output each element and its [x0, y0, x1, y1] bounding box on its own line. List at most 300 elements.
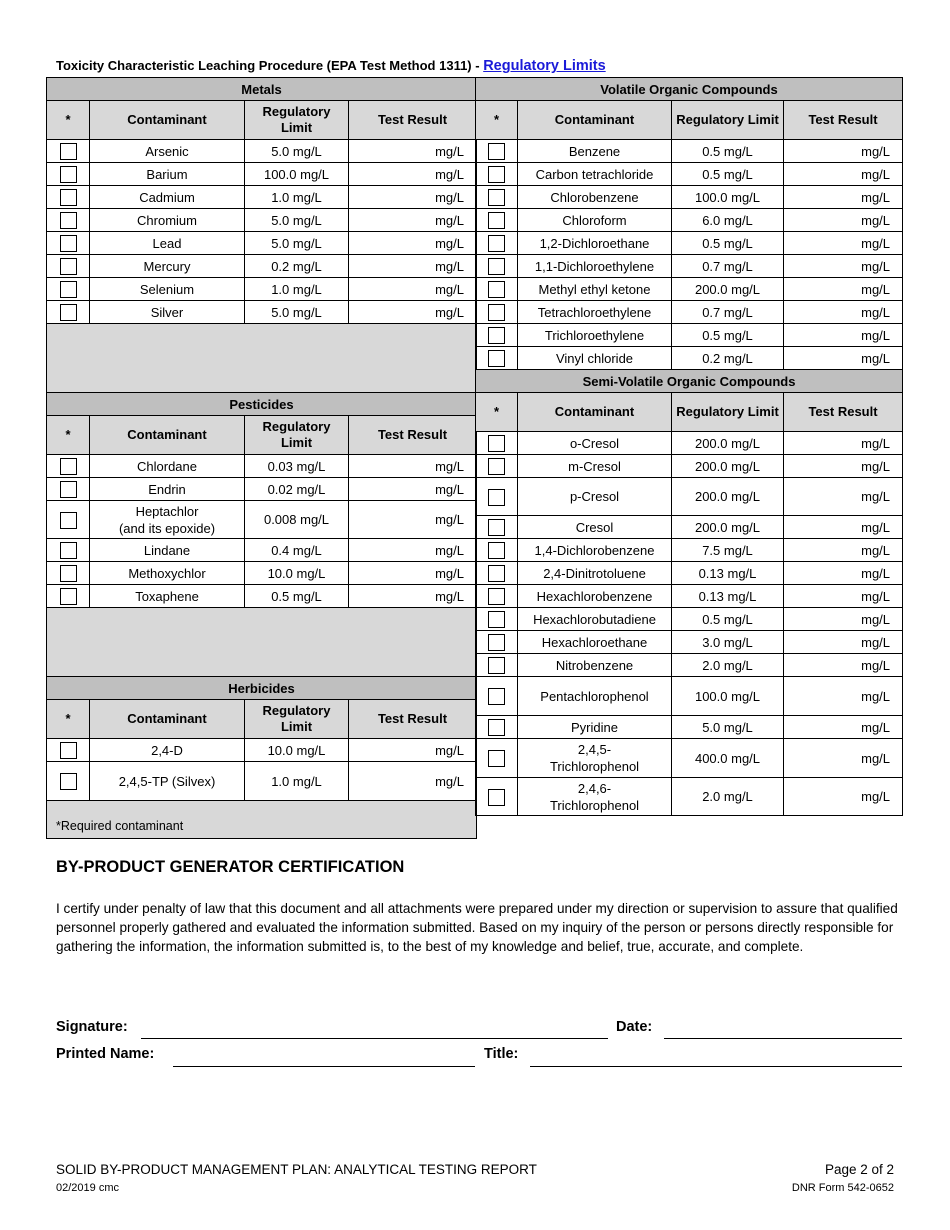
contaminant-row — [476, 585, 903, 608]
required-checkbox[interactable] — [488, 258, 505, 275]
test-result-input[interactable] — [349, 301, 413, 324]
contaminant-row — [476, 140, 903, 163]
test-result-input[interactable] — [784, 677, 844, 716]
test-result-unit: mg/L — [844, 516, 903, 539]
required-checkbox[interactable] — [488, 304, 505, 321]
required-checkbox-cell — [476, 232, 518, 255]
contaminant-name: Arsenic — [90, 140, 245, 163]
required-checkbox-cell — [476, 347, 518, 370]
contaminant-name: Methyl ethyl ketone — [518, 278, 672, 301]
test-result-unit: mg/L — [844, 677, 903, 716]
test-result-input[interactable] — [784, 478, 844, 516]
contaminant-name: Pentachlorophenol — [518, 677, 672, 716]
required-checkbox[interactable] — [488, 212, 505, 229]
test-result-unit: mg/L — [844, 654, 903, 677]
required-checkbox-cell — [47, 585, 90, 608]
regulatory-limit-value: 200.0 mg/L — [672, 455, 784, 478]
required-checkbox[interactable] — [60, 512, 77, 529]
contaminant-row — [476, 324, 903, 347]
regulatory-limit-value: 0.5 mg/L — [245, 585, 349, 608]
contaminant-row — [476, 278, 903, 301]
test-result-input[interactable] — [349, 232, 413, 255]
contaminant-name: Barium — [90, 163, 245, 186]
required-checkbox-cell — [476, 562, 518, 585]
signature-line[interactable] — [141, 1038, 608, 1039]
footer-page-number: Page 2 of 2 — [824, 1162, 894, 1177]
regulatory-limit-value: 0.2 mg/L — [245, 255, 349, 278]
regulatory-limit-value: 0.13 mg/L — [672, 585, 784, 608]
contaminant-row — [476, 608, 903, 631]
contaminant-name: Carbon tetrachloride — [518, 163, 672, 186]
contaminant-name: Cresol — [518, 516, 672, 539]
contaminant-row — [476, 347, 903, 370]
test-result-unit: mg/L — [844, 347, 903, 370]
required-column-header: * — [476, 101, 518, 140]
required-checkbox-cell — [476, 716, 518, 739]
contaminant-name: Hexachlorobutadiene — [518, 608, 672, 631]
regulatory-limit-value: 5.0 mg/L — [672, 716, 784, 739]
required-checkbox-cell — [476, 539, 518, 562]
required-checkbox[interactable] — [488, 519, 505, 536]
regulatory-limit-value: 6.0 mg/L — [672, 209, 784, 232]
test-result-unit: mg/L — [844, 163, 903, 186]
contaminant-row — [47, 585, 477, 608]
contaminant-name: Vinyl chloride — [518, 347, 672, 370]
required-checkbox-cell — [476, 739, 518, 778]
printed-name-line[interactable] — [173, 1066, 475, 1067]
contaminant-row — [476, 778, 903, 816]
required-checkbox[interactable] — [60, 143, 77, 160]
contaminant-name: m-Cresol — [518, 455, 672, 478]
test-result-input[interactable] — [784, 455, 844, 478]
test-result-input[interactable] — [784, 562, 844, 585]
test-result-unit: mg/L — [844, 278, 903, 301]
contaminant-row — [47, 501, 477, 539]
contaminant-name: 1,1-Dichloroethylene — [518, 255, 672, 278]
required-checkbox-cell — [47, 762, 90, 801]
test-result-unit: mg/L — [844, 232, 903, 255]
test-result-unit: mg/L — [844, 140, 903, 163]
required-checkbox[interactable] — [60, 481, 77, 498]
test-result-input[interactable] — [784, 516, 844, 539]
required-checkbox-cell — [47, 209, 90, 232]
regulatory-limit-value: 3.0 mg/L — [672, 631, 784, 654]
test-result-input[interactable] — [784, 539, 844, 562]
test-result-unit: mg/L — [844, 209, 903, 232]
required-checkbox-cell — [476, 455, 518, 478]
contaminant-name: 1,4-Dichlorobenzene — [518, 539, 672, 562]
required-checkbox-cell — [476, 301, 518, 324]
test-result-input[interactable] — [349, 562, 413, 585]
required-checkbox[interactable] — [488, 235, 505, 252]
test-result-unit: mg/L — [844, 585, 903, 608]
required-checkbox-cell — [476, 677, 518, 716]
contaminant-name: 2,4,6- Trichlorophenol — [518, 778, 672, 816]
contaminant-row — [47, 562, 477, 585]
contaminant-name: 1,2-Dichloroethane — [518, 232, 672, 255]
contaminant-name: Mercury — [90, 255, 245, 278]
regulatory-limit-value: 100.0 mg/L — [245, 163, 349, 186]
required-checkbox[interactable] — [488, 611, 505, 628]
required-checkbox[interactable] — [488, 789, 505, 806]
required-checkbox-cell — [476, 585, 518, 608]
test-result-input[interactable] — [349, 585, 413, 608]
regulatory-limit-value: 5.0 mg/L — [245, 301, 349, 324]
required-checkbox[interactable] — [488, 588, 505, 605]
required-checkbox[interactable] — [60, 742, 77, 759]
test-result-input[interactable] — [784, 324, 844, 347]
contaminant-row — [47, 301, 477, 324]
required-checkbox[interactable] — [488, 281, 505, 298]
footer-form-number: DNR Form 542-0652 — [791, 1182, 894, 1194]
required-checkbox[interactable] — [488, 143, 505, 160]
signature-label: Signature: — [56, 1019, 128, 1035]
required-checkbox[interactable] — [488, 565, 505, 582]
regulatory-limit-value: 7.5 mg/L — [672, 539, 784, 562]
required-contaminant-note: *Required contaminant — [56, 819, 184, 833]
contaminant-name: 2,4-Dinitrotoluene — [518, 562, 672, 585]
required-checkbox-cell — [476, 278, 518, 301]
test-result-input[interactable] — [784, 163, 844, 186]
page-heading — [56, 58, 606, 74]
required-checkbox-cell — [47, 140, 90, 163]
contaminant-row — [47, 478, 477, 501]
test-result-column-header: Test Result — [349, 101, 477, 140]
test-result-input[interactable] — [784, 186, 844, 209]
title-line[interactable] — [530, 1066, 902, 1067]
contaminant-row — [476, 516, 903, 539]
regulatory-limit-value: 100.0 mg/L — [672, 677, 784, 716]
required-checkbox[interactable] — [488, 750, 505, 767]
required-checkbox[interactable] — [488, 634, 505, 651]
required-checkbox[interactable] — [488, 327, 505, 344]
regulatory-limit-value: 200.0 mg/L — [672, 478, 784, 516]
regulatory-limit-value: 400.0 mg/L — [672, 739, 784, 778]
test-result-input[interactable] — [784, 232, 844, 255]
required-checkbox[interactable] — [60, 542, 77, 559]
required-checkbox-cell — [47, 301, 90, 324]
test-result-input[interactable] — [784, 140, 844, 163]
test-result-unit: mg/L — [413, 501, 477, 539]
required-checkbox[interactable] — [488, 657, 505, 674]
test-result-unit: mg/L — [413, 232, 477, 255]
title-label: Title: — [484, 1046, 519, 1062]
printed-name-label: Printed Name: — [56, 1046, 155, 1062]
test-result-column-header: Test Result — [784, 393, 903, 432]
regulatory-limit-value: 0.5 mg/L — [672, 608, 784, 631]
required-checkbox[interactable] — [488, 489, 505, 506]
contaminant-name: Lindane — [90, 539, 245, 562]
required-checkbox-cell — [47, 501, 90, 539]
contaminant-name: Trichloroethylene — [518, 324, 672, 347]
regulatory-limit-value: 2.0 mg/L — [672, 654, 784, 677]
required-checkbox-cell — [476, 163, 518, 186]
test-result-input[interactable] — [784, 347, 844, 370]
test-result-unit: mg/L — [413, 255, 477, 278]
contaminant-row — [47, 762, 477, 801]
pesticides-section-title: Pesticides — [47, 393, 477, 416]
svocs-section-title: Semi-Volatile Organic Compounds — [476, 370, 903, 393]
contaminant-name: Toxaphene — [90, 585, 245, 608]
contaminant-name: Benzene — [518, 140, 672, 163]
test-result-input[interactable] — [349, 739, 413, 762]
contaminant-name: Methoxychlor — [90, 562, 245, 585]
date-line[interactable] — [664, 1038, 902, 1039]
test-result-unit: mg/L — [413, 539, 477, 562]
metals-blank-filler — [47, 324, 477, 393]
required-checkbox[interactable] — [60, 258, 77, 275]
contaminant-row — [47, 232, 477, 255]
test-result-unit: mg/L — [844, 432, 903, 455]
regulatory-limit-value: 1.0 mg/L — [245, 762, 349, 801]
contaminant-row — [47, 209, 477, 232]
regulatory-limit-value: 0.13 mg/L — [672, 562, 784, 585]
required-checkbox-cell — [47, 186, 90, 209]
test-result-unit: mg/L — [413, 140, 477, 163]
test-result-input[interactable] — [784, 739, 844, 778]
regulatory-limits-link[interactable]: Regulatory Limits — [483, 58, 606, 74]
test-result-unit: mg/L — [413, 209, 477, 232]
test-result-unit: mg/L — [844, 778, 903, 816]
regulatory-limit-value: 10.0 mg/L — [245, 562, 349, 585]
test-result-input[interactable] — [784, 778, 844, 816]
required-checkbox[interactable] — [60, 588, 77, 605]
date-label: Date: — [616, 1019, 653, 1035]
contaminant-name: Cadmium — [90, 186, 245, 209]
test-result-input[interactable] — [349, 278, 413, 301]
required-checkbox[interactable] — [488, 542, 505, 559]
required-checkbox-cell — [47, 478, 90, 501]
regulatory-limit-value: 0.02 mg/L — [245, 478, 349, 501]
contaminant-name: p-Cresol — [518, 478, 672, 516]
required-checkbox-cell — [47, 739, 90, 762]
contaminant-name: Pyridine — [518, 716, 672, 739]
regulatory-limit-value: 0.5 mg/L — [672, 140, 784, 163]
test-result-input[interactable] — [784, 301, 844, 324]
test-result-unit: mg/L — [844, 739, 903, 778]
required-checkbox-cell — [476, 631, 518, 654]
required-checkbox-cell — [47, 455, 90, 478]
contaminant-row — [47, 140, 477, 163]
required-checkbox[interactable] — [60, 189, 77, 206]
test-result-input[interactable] — [784, 585, 844, 608]
required-checkbox[interactable] — [488, 350, 505, 367]
required-column-header: * — [47, 101, 90, 140]
required-checkbox-cell — [476, 516, 518, 539]
required-checkbox[interactable] — [60, 773, 77, 790]
required-checkbox[interactable] — [60, 565, 77, 582]
required-checkbox[interactable] — [60, 166, 77, 183]
contaminant-row — [476, 186, 903, 209]
test-result-unit: mg/L — [844, 455, 903, 478]
contaminant-row — [47, 163, 477, 186]
regulatory-limit-value: 100.0 mg/L — [672, 186, 784, 209]
test-result-unit: mg/L — [844, 255, 903, 278]
regulatory-limit-value: 5.0 mg/L — [245, 140, 349, 163]
regulatory-limit-value: 0.5 mg/L — [672, 232, 784, 255]
certification-statement: I certify under penalty of law that this document and all attachments were prepared under my direction or supervision to assure that qualified personnel properly gathered and evaluated the information submitted. Based on my inquiry of the person or persons directly responsible for gathering the information, the information submitted is, to the best of my knowledge and belief, true, accurate, and complete. — [56, 901, 898, 954]
test-result-input[interactable] — [349, 455, 413, 478]
test-result-input[interactable] — [784, 432, 844, 455]
required-column-header: * — [47, 416, 90, 455]
contaminant-row — [47, 278, 477, 301]
test-result-input[interactable] — [349, 255, 413, 278]
required-checkbox[interactable] — [488, 719, 505, 736]
regulatory-limit-value: 0.5 mg/L — [672, 163, 784, 186]
test-result-column-header: Test Result — [784, 101, 903, 140]
required-checkbox-cell — [476, 186, 518, 209]
test-result-unit: mg/L — [844, 631, 903, 654]
contaminant-name: Chromium — [90, 209, 245, 232]
required-checkbox-cell — [476, 778, 518, 816]
required-checkbox-cell — [476, 324, 518, 347]
regulatory-limit-value: 5.0 mg/L — [245, 232, 349, 255]
regulatory-limit-value: 0.7 mg/L — [672, 255, 784, 278]
test-result-unit: mg/L — [844, 301, 903, 324]
contaminant-column-header: Contaminant — [90, 416, 245, 455]
required-checkbox-cell — [47, 562, 90, 585]
required-checkbox[interactable] — [60, 281, 77, 298]
contaminant-name: Tetrachloroethylene — [518, 301, 672, 324]
test-result-input[interactable] — [784, 654, 844, 677]
contaminant-row — [476, 432, 903, 455]
required-checkbox-cell — [476, 140, 518, 163]
required-checkbox[interactable] — [488, 688, 505, 705]
required-checkbox[interactable] — [488, 435, 505, 452]
test-result-input[interactable] — [784, 608, 844, 631]
vocs-section-title: Volatile Organic Compounds — [476, 78, 903, 101]
contaminant-name: Chlorobenzene — [518, 186, 672, 209]
contaminant-name: 2,4,5- Trichlorophenol — [518, 739, 672, 778]
test-result-input[interactable] — [349, 186, 413, 209]
regulatory-limit-value: 10.0 mg/L — [245, 739, 349, 762]
heading-text: Toxicity Characteristic Leaching Procedure (EPA Test Method 1311) - — [56, 58, 484, 73]
required-checkbox[interactable] — [60, 304, 77, 321]
regulatory-limit-value: 0.4 mg/L — [245, 539, 349, 562]
regulatory-limit-value: 2.0 mg/L — [672, 778, 784, 816]
test-result-unit: mg/L — [844, 716, 903, 739]
test-result-input[interactable] — [349, 163, 413, 186]
regulatory-limit-value: 1.0 mg/L — [245, 278, 349, 301]
contaminant-row — [47, 186, 477, 209]
test-result-unit: mg/L — [413, 186, 477, 209]
regulatory-limit-column-header: Regulatory Limit — [672, 101, 784, 140]
contaminant-column-header: Contaminant — [90, 101, 245, 140]
contaminant-name: Chloroform — [518, 209, 672, 232]
test-result-input[interactable] — [784, 631, 844, 654]
test-result-input[interactable] — [784, 278, 844, 301]
test-result-input[interactable] — [784, 716, 844, 739]
required-checkbox[interactable] — [60, 212, 77, 229]
test-result-unit: mg/L — [844, 608, 903, 631]
required-checkbox-cell — [47, 278, 90, 301]
contaminant-name: Endrin — [90, 478, 245, 501]
test-result-input[interactable] — [349, 140, 413, 163]
left-contaminant-table — [46, 77, 477, 839]
contaminant-row — [476, 677, 903, 716]
test-result-input[interactable] — [349, 478, 413, 501]
test-result-unit: mg/L — [844, 324, 903, 347]
regulatory-limit-value: 0.008 mg/L — [245, 501, 349, 539]
required-checkbox[interactable] — [60, 235, 77, 252]
contaminant-name: Chlordane — [90, 455, 245, 478]
regulatory-limit-value: 5.0 mg/L — [245, 209, 349, 232]
contaminant-row — [47, 539, 477, 562]
required-checkbox-cell — [476, 432, 518, 455]
test-result-input[interactable] — [784, 209, 844, 232]
contaminant-row — [476, 209, 903, 232]
required-checkbox-cell — [47, 163, 90, 186]
test-result-unit: mg/L — [844, 186, 903, 209]
test-result-unit: mg/L — [413, 739, 477, 762]
required-checkbox-cell — [47, 232, 90, 255]
test-result-input[interactable] — [349, 209, 413, 232]
contaminant-row — [476, 301, 903, 324]
test-result-unit: mg/L — [844, 562, 903, 585]
required-checkbox[interactable] — [488, 166, 505, 183]
required-checkbox-cell — [476, 478, 518, 516]
contaminant-name: Selenium — [90, 278, 245, 301]
required-checkbox[interactable] — [60, 458, 77, 475]
regulatory-limit-column-header: Regulatory Limit — [245, 101, 349, 140]
test-result-input[interactable] — [349, 762, 413, 801]
regulatory-limit-value: 200.0 mg/L — [672, 516, 784, 539]
contaminant-name: Lead — [90, 232, 245, 255]
contaminant-name: 2,4-D — [90, 739, 245, 762]
regulatory-limit-value: 0.03 mg/L — [245, 455, 349, 478]
regulatory-limit-column-header: Regulatory Limit — [245, 416, 349, 455]
footer-revision: 02/2019 cmc — [56, 1182, 119, 1194]
contaminant-name: Hexachlorobenzene — [518, 585, 672, 608]
contaminant-row — [476, 716, 903, 739]
required-column-header: * — [47, 700, 90, 739]
right-contaminant-table — [475, 77, 903, 816]
contaminant-row — [476, 654, 903, 677]
contaminant-row — [476, 163, 903, 186]
required-checkbox[interactable] — [488, 458, 505, 475]
test-result-column-header: Test Result — [349, 700, 477, 739]
regulatory-limit-value: 0.7 mg/L — [672, 301, 784, 324]
contaminant-row — [476, 478, 903, 516]
footer-form-title: SOLID BY-PRODUCT MANAGEMENT PLAN: ANALYTICAL TESTING REPORT — [56, 1162, 537, 1177]
required-checkbox[interactable] — [488, 189, 505, 206]
required-checkbox-cell — [476, 209, 518, 232]
pesticides-blank-filler — [47, 608, 477, 677]
contaminant-row — [47, 255, 477, 278]
contaminant-name: o-Cresol — [518, 432, 672, 455]
contaminant-row — [476, 255, 903, 278]
test-result-unit: mg/L — [413, 301, 477, 324]
required-column-header: * — [476, 393, 518, 432]
contaminant-name: Heptachlor (and its epoxide) — [90, 501, 245, 539]
test-result-input[interactable] — [349, 501, 413, 539]
contaminant-row — [476, 631, 903, 654]
contaminant-name: 2,4,5-TP (Silvex) — [90, 762, 245, 801]
contaminant-column-header: Contaminant — [90, 700, 245, 739]
test-result-input[interactable] — [784, 255, 844, 278]
test-result-unit: mg/L — [413, 455, 477, 478]
test-result-column-header: Test Result — [349, 416, 477, 455]
required-checkbox-cell — [47, 255, 90, 278]
contaminant-name: Nitrobenzene — [518, 654, 672, 677]
test-result-unit: mg/L — [413, 585, 477, 608]
certification-title: BY-PRODUCT GENERATOR CERTIFICATION — [56, 858, 405, 876]
regulatory-limit-column-header: Regulatory Limit — [245, 700, 349, 739]
test-result-input[interactable] — [349, 539, 413, 562]
required-checkbox-cell — [476, 654, 518, 677]
regulatory-limit-value: 0.5 mg/L — [672, 324, 784, 347]
required-checkbox-cell — [47, 539, 90, 562]
